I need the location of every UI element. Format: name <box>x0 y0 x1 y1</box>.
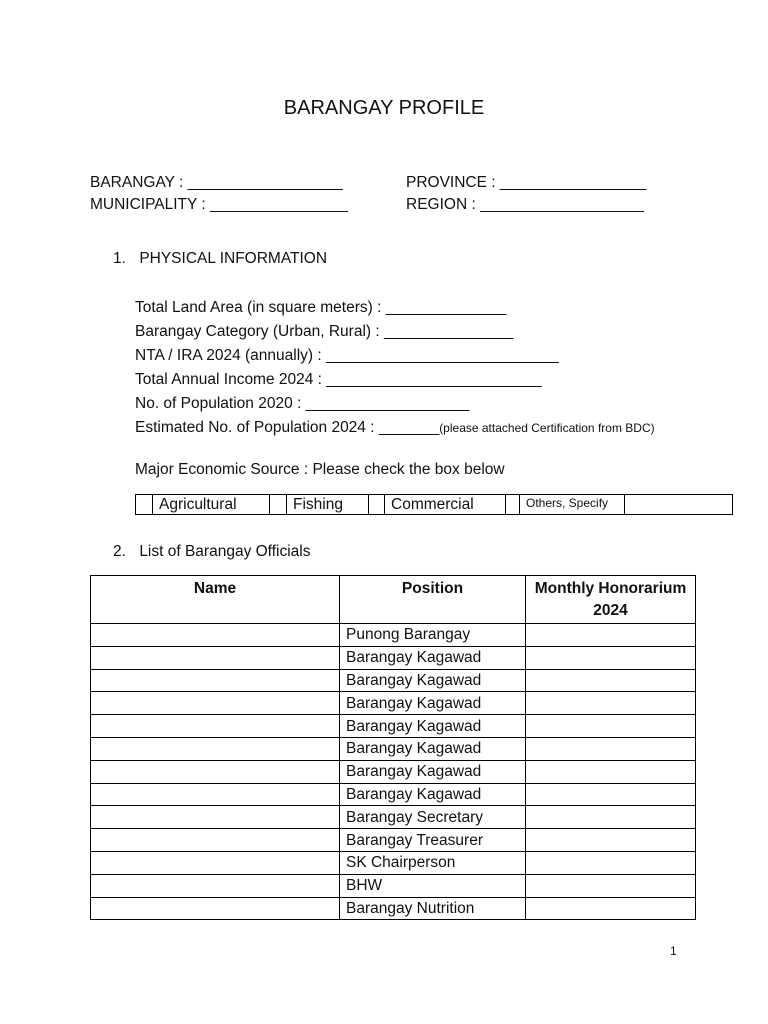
honorarium-cell[interactable] <box>526 897 696 920</box>
table-row <box>91 829 696 852</box>
name-cell[interactable] <box>91 692 340 715</box>
province-field: PROVINCE : _________________ <box>406 174 647 191</box>
position-cell: BHW <box>340 874 526 897</box>
name-cell[interactable] <box>91 646 340 669</box>
position-cell: Barangay Kagawad <box>340 760 526 783</box>
nta-ira-field: NTA / IRA 2024 (annually) : ___________________________ <box>135 347 559 364</box>
land-area-field: Total Land Area (in square meters) : ______________ <box>135 299 507 316</box>
name-cell[interactable] <box>91 737 340 760</box>
honorarium-cell[interactable] <box>526 806 696 829</box>
table-row <box>91 783 696 806</box>
position-cell: Barangay Secretary <box>340 806 526 829</box>
section-2-heading <box>113 543 310 561</box>
table-row <box>91 624 696 647</box>
region-field: REGION : ___________________ <box>406 196 644 213</box>
honorarium-cell[interactable] <box>526 760 696 783</box>
table-row <box>91 737 696 760</box>
checkbox-agricultural[interactable] <box>136 495 153 514</box>
position-cell: Barangay Kagawad <box>340 669 526 692</box>
category-field: Barangay Category (Urban, Rural) : _______________ <box>135 323 514 340</box>
position-cell: SK Chairperson <box>340 851 526 874</box>
name-cell[interactable] <box>91 624 340 647</box>
honorarium-cell[interactable] <box>526 669 696 692</box>
section-number: 1. <box>113 250 126 267</box>
honorarium-cell[interactable] <box>526 692 696 715</box>
population-2020-field: No. of Population 2020 : ___________________ <box>135 395 470 412</box>
option-commercial-label: Commercial <box>391 496 474 513</box>
position-cell: Barangay Kagawad <box>340 783 526 806</box>
option-others-label: Others, Specify <box>526 496 609 510</box>
name-cell[interactable] <box>91 806 340 829</box>
honorarium-cell[interactable] <box>526 851 696 874</box>
column-header-honorarium: Monthly Honorarium 2024 <box>526 576 696 624</box>
honorarium-cell[interactable] <box>526 646 696 669</box>
municipality-field: MUNICIPALITY : ________________ <box>90 196 348 213</box>
column-header-position: Position <box>340 576 526 624</box>
table-row <box>91 897 696 920</box>
honorarium-cell[interactable] <box>526 829 696 852</box>
section-number: 2. <box>113 543 126 560</box>
economic-source-row <box>135 494 733 515</box>
name-cell[interactable] <box>91 829 340 852</box>
honorarium-cell[interactable] <box>526 874 696 897</box>
table-row <box>91 806 696 829</box>
option-agricultural-label: Agricultural <box>159 496 237 513</box>
checkbox-others[interactable] <box>506 495 520 514</box>
honorarium-cell[interactable] <box>526 783 696 806</box>
table-row <box>91 760 696 783</box>
population-2024-label: Estimated No. of Population 2024 : _______ <box>135 419 440 436</box>
position-cell: Barangay Kagawad <box>340 646 526 669</box>
section-title: List of Barangay Officials <box>139 543 311 560</box>
position-cell: Barangay Kagawad <box>340 692 526 715</box>
name-cell[interactable] <box>91 760 340 783</box>
name-cell[interactable] <box>91 874 340 897</box>
name-cell[interactable] <box>91 669 340 692</box>
name-cell[interactable] <box>91 851 340 874</box>
table-row <box>91 646 696 669</box>
honorarium-cell[interactable] <box>526 737 696 760</box>
page-number: 1 <box>670 944 677 958</box>
position-cell: Barangay Treasurer <box>340 829 526 852</box>
page-title: BARANGAY PROFILE <box>283 97 485 119</box>
section-title: PHYSICAL INFORMATION <box>139 250 328 267</box>
name-cell[interactable] <box>91 783 340 806</box>
officials-table <box>90 575 696 920</box>
name-cell[interactable] <box>91 897 340 920</box>
position-cell: Barangay Nutrition <box>340 897 526 920</box>
table-row <box>91 874 696 897</box>
option-fishing-label: Fishing <box>293 496 343 513</box>
position-cell: Barangay Kagawad <box>340 737 526 760</box>
others-specify-input[interactable] <box>626 495 732 514</box>
table-row <box>91 715 696 738</box>
section-1-heading <box>113 250 327 268</box>
honorarium-cell[interactable] <box>526 624 696 647</box>
table-row <box>91 851 696 874</box>
economic-source-prompt: Major Economic Source : Please check the box below <box>135 461 505 478</box>
checkbox-commercial[interactable] <box>369 495 385 514</box>
table-row <box>91 669 696 692</box>
population-note: (please attached Certification from BDC) <box>439 421 655 435</box>
name-cell[interactable] <box>91 715 340 738</box>
honorarium-cell[interactable] <box>526 715 696 738</box>
position-cell: Barangay Kagawad <box>340 715 526 738</box>
annual-income-field: Total Annual Income 2024 : _________________________ <box>135 371 542 388</box>
population-2024-field <box>135 416 655 440</box>
checkbox-fishing[interactable] <box>270 495 287 514</box>
table-header-row <box>91 576 696 624</box>
position-cell: Punong Barangay <box>340 624 526 647</box>
table-row <box>91 692 696 715</box>
column-header-name: Name <box>91 576 340 624</box>
barangay-field: BARANGAY : __________________ <box>90 174 343 191</box>
